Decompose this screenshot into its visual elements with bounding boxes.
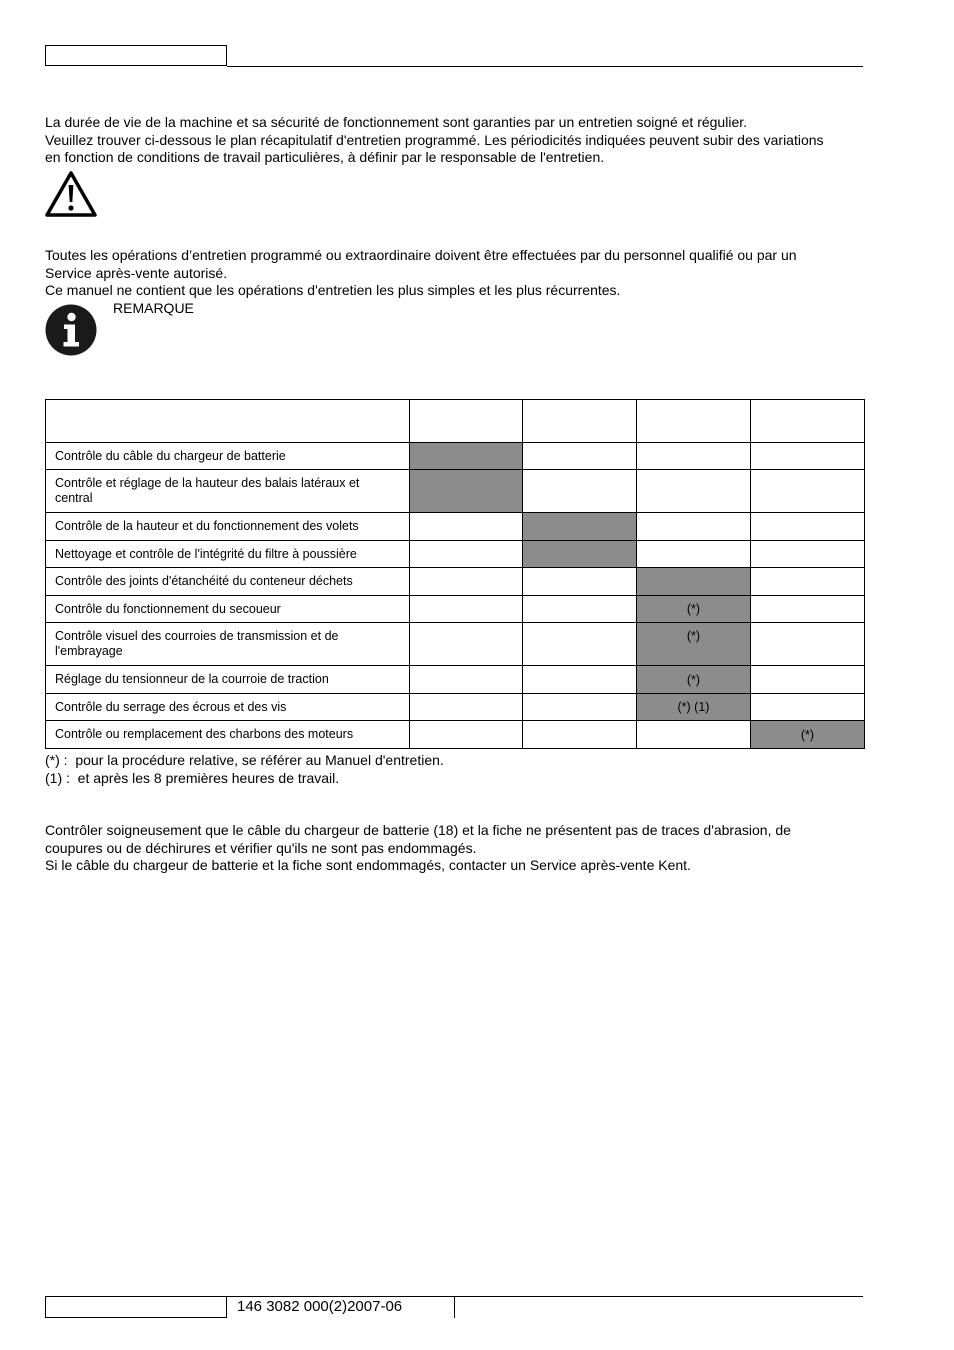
procedure-cell — [46, 513, 410, 541]
frequency-cell — [751, 568, 865, 596]
intro-line: Veuillez trouver ci-dessous le plan récapitulatif d'entretien programmé. Les périodicités indiquées peuvent subir des variations — [45, 131, 824, 148]
frequency-cell-marked — [523, 541, 637, 568]
intro-paragraph — [45, 114, 824, 167]
frequency-cell — [637, 513, 751, 541]
frequency-cell — [410, 513, 523, 541]
cable-check-paragraph — [45, 822, 791, 875]
frequency-cell — [751, 623, 865, 666]
frequency-cell — [410, 623, 523, 666]
frequency-cell — [637, 541, 751, 568]
frequency-cell — [751, 596, 865, 623]
maintenance-schedule-table — [45, 399, 865, 749]
note-label: REMARQUE — [113, 300, 194, 316]
footnotes — [45, 751, 444, 787]
footer-box — [45, 1296, 227, 1318]
procedure-cell — [46, 470, 410, 513]
frequency-cell-marked — [523, 513, 637, 541]
table-row — [46, 666, 865, 694]
procedure-text: central — [55, 491, 93, 505]
frequency-cell — [637, 721, 751, 749]
frequency-cell — [410, 541, 523, 568]
frequency-cell — [523, 443, 637, 470]
footnote: (*) : pour la procédure relative, se référer au Manuel d'entretien. — [45, 752, 444, 768]
frequency-cell — [410, 721, 523, 749]
cable-check-line: Si le câble du chargeur de batterie et la fiche sont endommagés, contacter un Service après-vente Kent. — [45, 857, 691, 873]
frequency-cell — [523, 470, 637, 513]
warning-paragraph — [45, 247, 797, 300]
frequency-cell-marked: (*) — [637, 623, 751, 666]
frequency-cell — [523, 596, 637, 623]
table-row — [46, 568, 865, 596]
footer-divider — [454, 1296, 455, 1318]
frequency-cell-marked: (*) — [637, 596, 751, 623]
frequency-cell — [410, 666, 523, 694]
header-cell-procedure — [46, 400, 410, 443]
frequency-cell-marked: (*) — [637, 666, 751, 694]
header-cell-period — [751, 400, 865, 443]
footer-rule — [227, 1296, 863, 1297]
procedure-cell — [46, 666, 410, 694]
frequency-cell — [410, 596, 523, 623]
frequency-cell — [751, 694, 865, 721]
frequency-cell — [751, 443, 865, 470]
procedure-text: Réglage du tensionneur de la courroie de traction — [55, 672, 329, 686]
frequency-cell — [751, 666, 865, 694]
procedure-cell — [46, 623, 410, 666]
document-code: 146 3082 000(2)2007-06 — [237, 1298, 403, 1315]
frequency-cell-marked — [637, 568, 751, 596]
frequency-cell — [751, 470, 865, 513]
header-box — [45, 45, 227, 66]
procedure-text: Contrôle du serrage des écrous et des vis — [55, 699, 287, 714]
info-icon — [44, 303, 98, 357]
table-row — [46, 470, 865, 513]
procedure-text: Contrôle du câble du chargeur de batterie — [55, 448, 286, 463]
cable-check-line: coupures ou de déchirures et vérifier qu'ils ne sont pas endommagés. — [45, 839, 477, 856]
frequency-cell — [751, 541, 865, 568]
table-row — [46, 596, 865, 623]
cable-check-line: Contrôler soigneusement que le câble du chargeur de batterie (18) et la fiche ne présentent pas de traces d'abrasion, de — [45, 822, 791, 838]
intro-line: La durée de vie de la machine et sa sécurité de fonctionnement sont garanties par un entretien soigné et régulier. — [45, 114, 748, 130]
table-row — [46, 694, 865, 721]
warning-line: Ce manuel ne contient que les opérations d'entretien les plus simples et les plus récurrentes. — [45, 282, 621, 298]
procedure-cell — [46, 721, 410, 749]
header-cell-period — [637, 400, 751, 443]
frequency-cell-marked: (*) — [751, 721, 865, 749]
frequency-cell — [751, 513, 865, 541]
procedure-text: Contrôle des joints d'étanchéité du conteneur déchets — [55, 574, 353, 588]
frequency-cell — [637, 443, 751, 470]
frequency-cell — [523, 721, 637, 749]
frequency-cell — [523, 694, 637, 721]
footnote: (1) : et après les 8 premières heures de travail. — [45, 770, 340, 786]
procedure-cell — [46, 541, 410, 568]
procedure-text: Contrôle ou remplacement des charbons des moteurs — [55, 727, 354, 741]
frequency-cell — [523, 568, 637, 596]
warning-line: Service après-vente autorisé. — [45, 264, 228, 281]
table-header-row — [46, 400, 865, 443]
procedure-cell — [46, 596, 410, 623]
procedure-cell — [46, 694, 410, 721]
procedure-cell — [46, 568, 410, 596]
frequency-cell — [410, 568, 523, 596]
procedure-text: Contrôle et réglage de la hauteur des balais latéraux et — [55, 476, 360, 490]
frequency-cell-marked — [410, 443, 523, 470]
procedure-text: Nettoyage et contrôle de l'intégrité du filtre à poussière — [55, 546, 357, 561]
warning-triangle-icon — [44, 170, 98, 218]
header-cell-period — [523, 400, 637, 443]
frequency-cell-marked: (*) (1) — [637, 694, 751, 721]
frequency-cell-marked — [410, 470, 523, 513]
procedure-text: Contrôle de la hauteur et du fonctionnement des volets — [55, 519, 359, 533]
table-row — [46, 721, 865, 749]
table-row — [46, 513, 865, 541]
table-row — [46, 443, 865, 470]
frequency-cell — [523, 666, 637, 694]
header-rule — [227, 66, 863, 67]
frequency-cell — [637, 470, 751, 513]
procedure-text: Contrôle visuel des courroies de transmission et de — [55, 629, 339, 643]
intro-line: en fonction de conditions de travail particulières, à définir par le responsable de l'entretien. — [45, 149, 605, 165]
procedure-cell — [46, 443, 410, 470]
procedure-text: l'embrayage — [55, 644, 123, 658]
warning-line: Toutes les opérations d’entretien programmé ou extraordinaire doivent être effectuées par du personnel qualifié ou par un — [45, 247, 797, 263]
frequency-cell — [410, 694, 523, 721]
procedure-text: Contrôle du fonctionnement du secoueur — [55, 601, 281, 616]
header-cell-period — [410, 400, 523, 443]
table-row — [46, 623, 865, 666]
table-row — [46, 541, 865, 568]
frequency-cell — [523, 623, 637, 666]
